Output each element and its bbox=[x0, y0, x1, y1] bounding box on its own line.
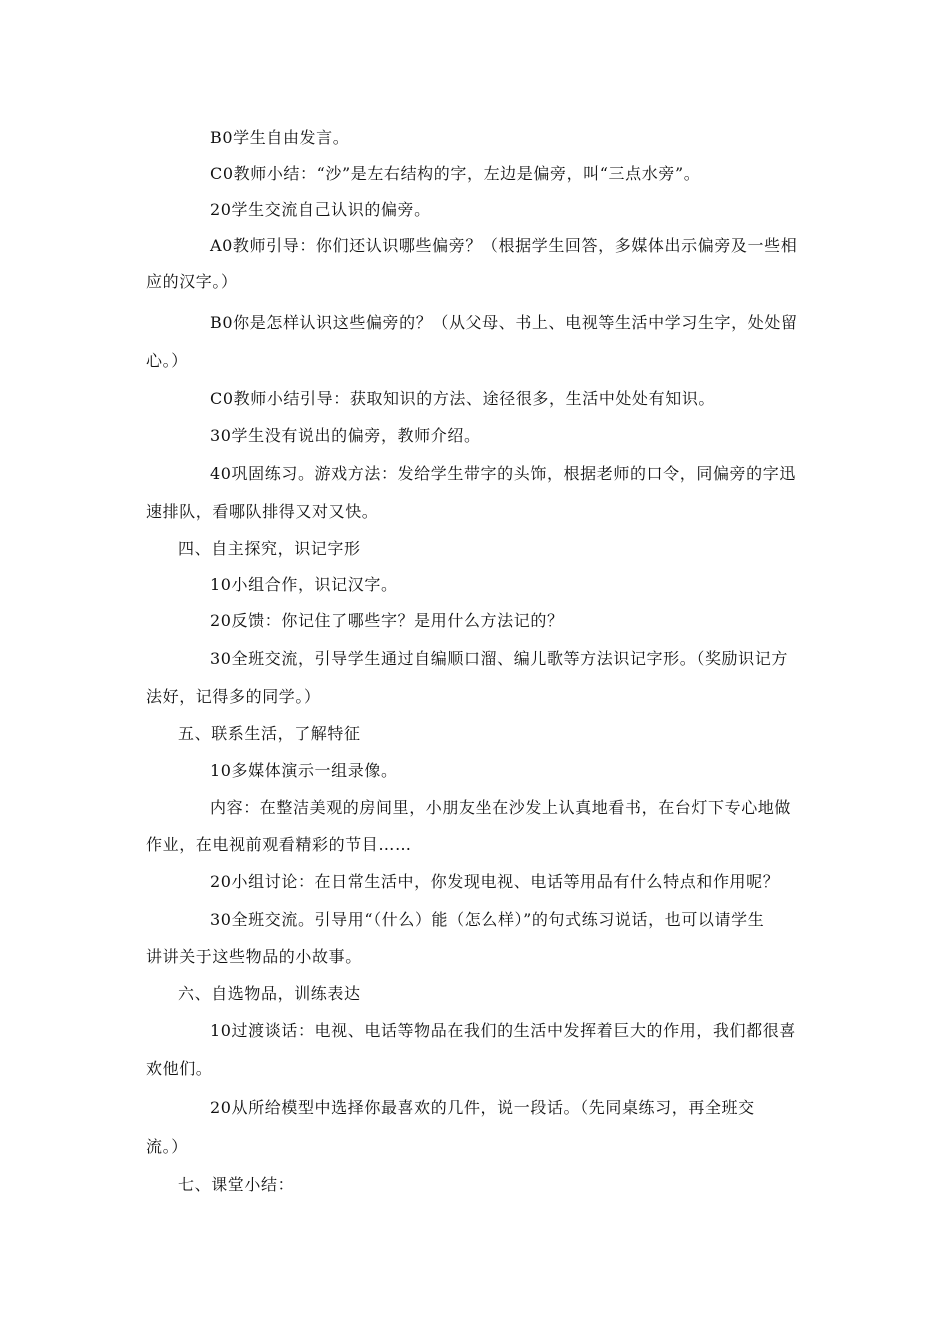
paragraph-line: 应的汉字。） bbox=[146, 272, 238, 291]
section-heading: 七、课堂小结： bbox=[178, 1175, 295, 1194]
paragraph-line: 20从所给模型中选择你最喜欢的几件，说一段话。（先同桌练习，再全班交 bbox=[210, 1098, 755, 1117]
paragraph-line: 30学生没有说出的偏旁，教师介绍。 bbox=[210, 426, 481, 445]
paragraph-line: B0你是怎样认识这些偏旁的？（从父母、书上、电视等生活中学习生字，处处留 bbox=[210, 313, 798, 332]
section-heading: 六、自选物品，训练表达 bbox=[178, 984, 361, 1003]
section-heading: 四、自主探究，识记字形 bbox=[178, 539, 361, 558]
paragraph-line: 20反馈：你记住了哪些字？是用什么方法记的？ bbox=[210, 611, 564, 630]
paragraph-line: 讲讲关于这些物品的小故事。 bbox=[146, 947, 362, 966]
paragraph-line: C0教师小结引导：获取知识的方法、途径很多，生活中处处有知识。 bbox=[210, 389, 716, 408]
section-heading: 五、联系生活，了解特征 bbox=[178, 724, 361, 743]
paragraph-line: 20小组讨论：在日常生活中，你发现电视、电话等用品有什么特点和作用呢？ bbox=[210, 872, 780, 891]
paragraph-line: A0教师引导：你们还认识哪些偏旁？（根据学生回答，多媒体出示偏旁及一些相 bbox=[210, 236, 798, 255]
paragraph-line: C0教师小结：“沙”是左右结构的字，左边是偏旁，叫“三点水旁”。 bbox=[210, 164, 701, 183]
paragraph-line: 作业，在电视前观看精彩的节目…… bbox=[146, 835, 412, 854]
paragraph-line: 10过渡谈话：电视、电话等物品在我们的生活中发挥着巨大的作用，我们都很喜 bbox=[210, 1021, 796, 1040]
paragraph-line: 20学生交流自己认识的偏旁。 bbox=[210, 200, 431, 219]
paragraph-line: 欢他们。 bbox=[146, 1059, 213, 1078]
paragraph-line: 10多媒体演示一组录像。 bbox=[210, 761, 398, 780]
paragraph-line: 流。） bbox=[146, 1137, 188, 1156]
paragraph-line: 内容：在整洁美观的房间里，小朋友坐在沙发上认真地看书，在台灯下专心地做 bbox=[210, 798, 792, 817]
paragraph-line: 法好，记得多的同学。） bbox=[146, 687, 321, 706]
paragraph-line: 30全班交流。引导用“（什么）能（怎么样）”的句式练习说话，也可以请学生 bbox=[210, 910, 765, 929]
paragraph-line: 10小组合作，识记汉字。 bbox=[210, 575, 398, 594]
paragraph-line: 30全班交流，引导学生通过自编顺口溜、编儿歌等方法识记字形。（奖励识记方 bbox=[210, 649, 788, 668]
paragraph-line: 40巩固练习。游戏方法：发给学生带字的头饰，根据老师的口令，同偏旁的字迅 bbox=[210, 464, 796, 483]
paragraph-line: 速排队，看哪队排得又对又快。 bbox=[146, 502, 379, 521]
paragraph-line: 心。） bbox=[146, 351, 188, 370]
paragraph-line: B0学生自由发言。 bbox=[210, 128, 350, 147]
